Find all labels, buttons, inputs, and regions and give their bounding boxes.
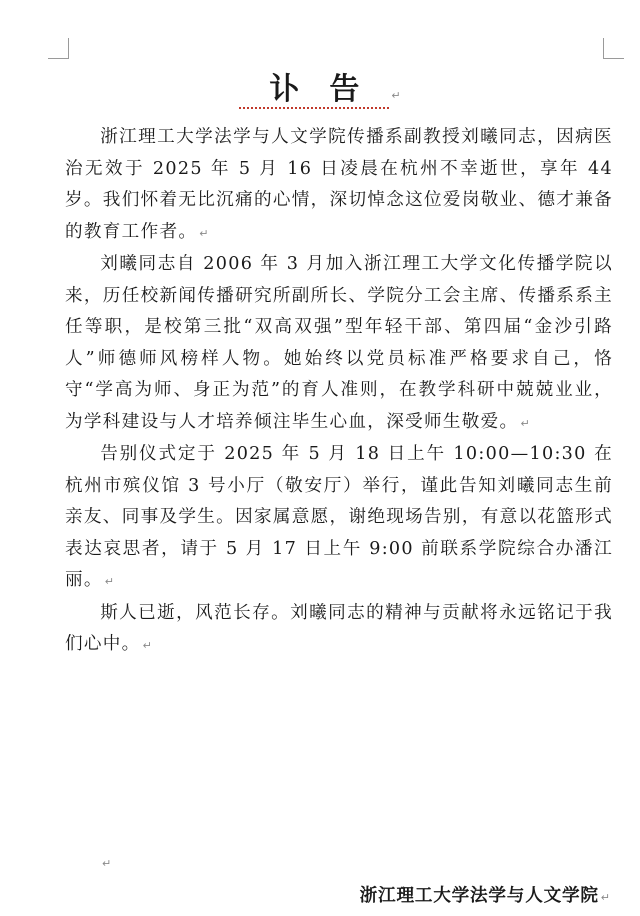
paragraph-2 <box>65 249 613 439</box>
paragraph-text: 刘曦同志自 2006 年 3 月加入浙江理工大学文化传播学院以来，历任校新闻传播研究所副所长、学院分工会主席、传播系系主任等职，是校第三批“双高双强”型年轻干部、第四届“金沙引路人”师德师风榜样人物。她始终以党员标准严格要求自己，恪守“学高为师、身正为范”的育人准则，在教学科研中兢兢业业，为学科建设与人才培养倾注毕生心血，深受师生敬爱。 <box>65 254 613 432</box>
paragraph-mark-icon: ↵ <box>142 639 152 652</box>
paragraph-text: 告别仪式定于 2025 年 5 月 18 日上午 10:00—10:30 在杭州市殡仪馆 3 号小厅（敬安厅）举行，谨此告知刘曦同志生前亲友、同事及学生。因家属意愿，谢绝现场告别，有意以花篮形式表达哀思者，请于 5 月 17 日上午 9:00 前联系学院综合办潘江丽。 <box>65 444 613 590</box>
empty-paragraph <box>100 852 111 871</box>
paragraph-mark-icon: ↵ <box>391 89 401 102</box>
page-corner-mark-top-left <box>48 38 69 59</box>
paragraph-mark-icon: ↵ <box>104 575 115 588</box>
signature-text: 浙江理工大学法学与人文学院 <box>359 885 599 906</box>
title-text: 讣告 <box>239 73 389 109</box>
document-title <box>0 70 640 116</box>
paragraph-3 <box>65 439 613 598</box>
paragraph-1 <box>65 122 613 249</box>
signature <box>360 883 610 911</box>
paragraph-mark-icon: ↵ <box>520 416 530 430</box>
page-corner-mark-top-right <box>603 38 624 59</box>
document-body <box>65 122 613 662</box>
paragraph-mark-icon: ↵ <box>199 226 209 240</box>
paragraph-4 <box>65 598 613 662</box>
paragraph-mark-icon: ↵ <box>600 891 610 904</box>
paragraph-mark-icon: ↵ <box>102 857 112 870</box>
paragraph-text: 斯人已逝，风范长存。刘曦同志的精神与贡献将永远铭记于我们心中。 <box>65 602 613 654</box>
paragraph-text: 浙江理工大学法学与人文学院传播系副教授刘曦同志，因病医治无效于 2025 年 5 月 16 日凌晨在杭州不幸逝世，享年 44 岁。我们怀着无比沉痛的心情，深切悼念这位爱岗敬业、德才兼备的教育工作者。 <box>65 127 613 242</box>
